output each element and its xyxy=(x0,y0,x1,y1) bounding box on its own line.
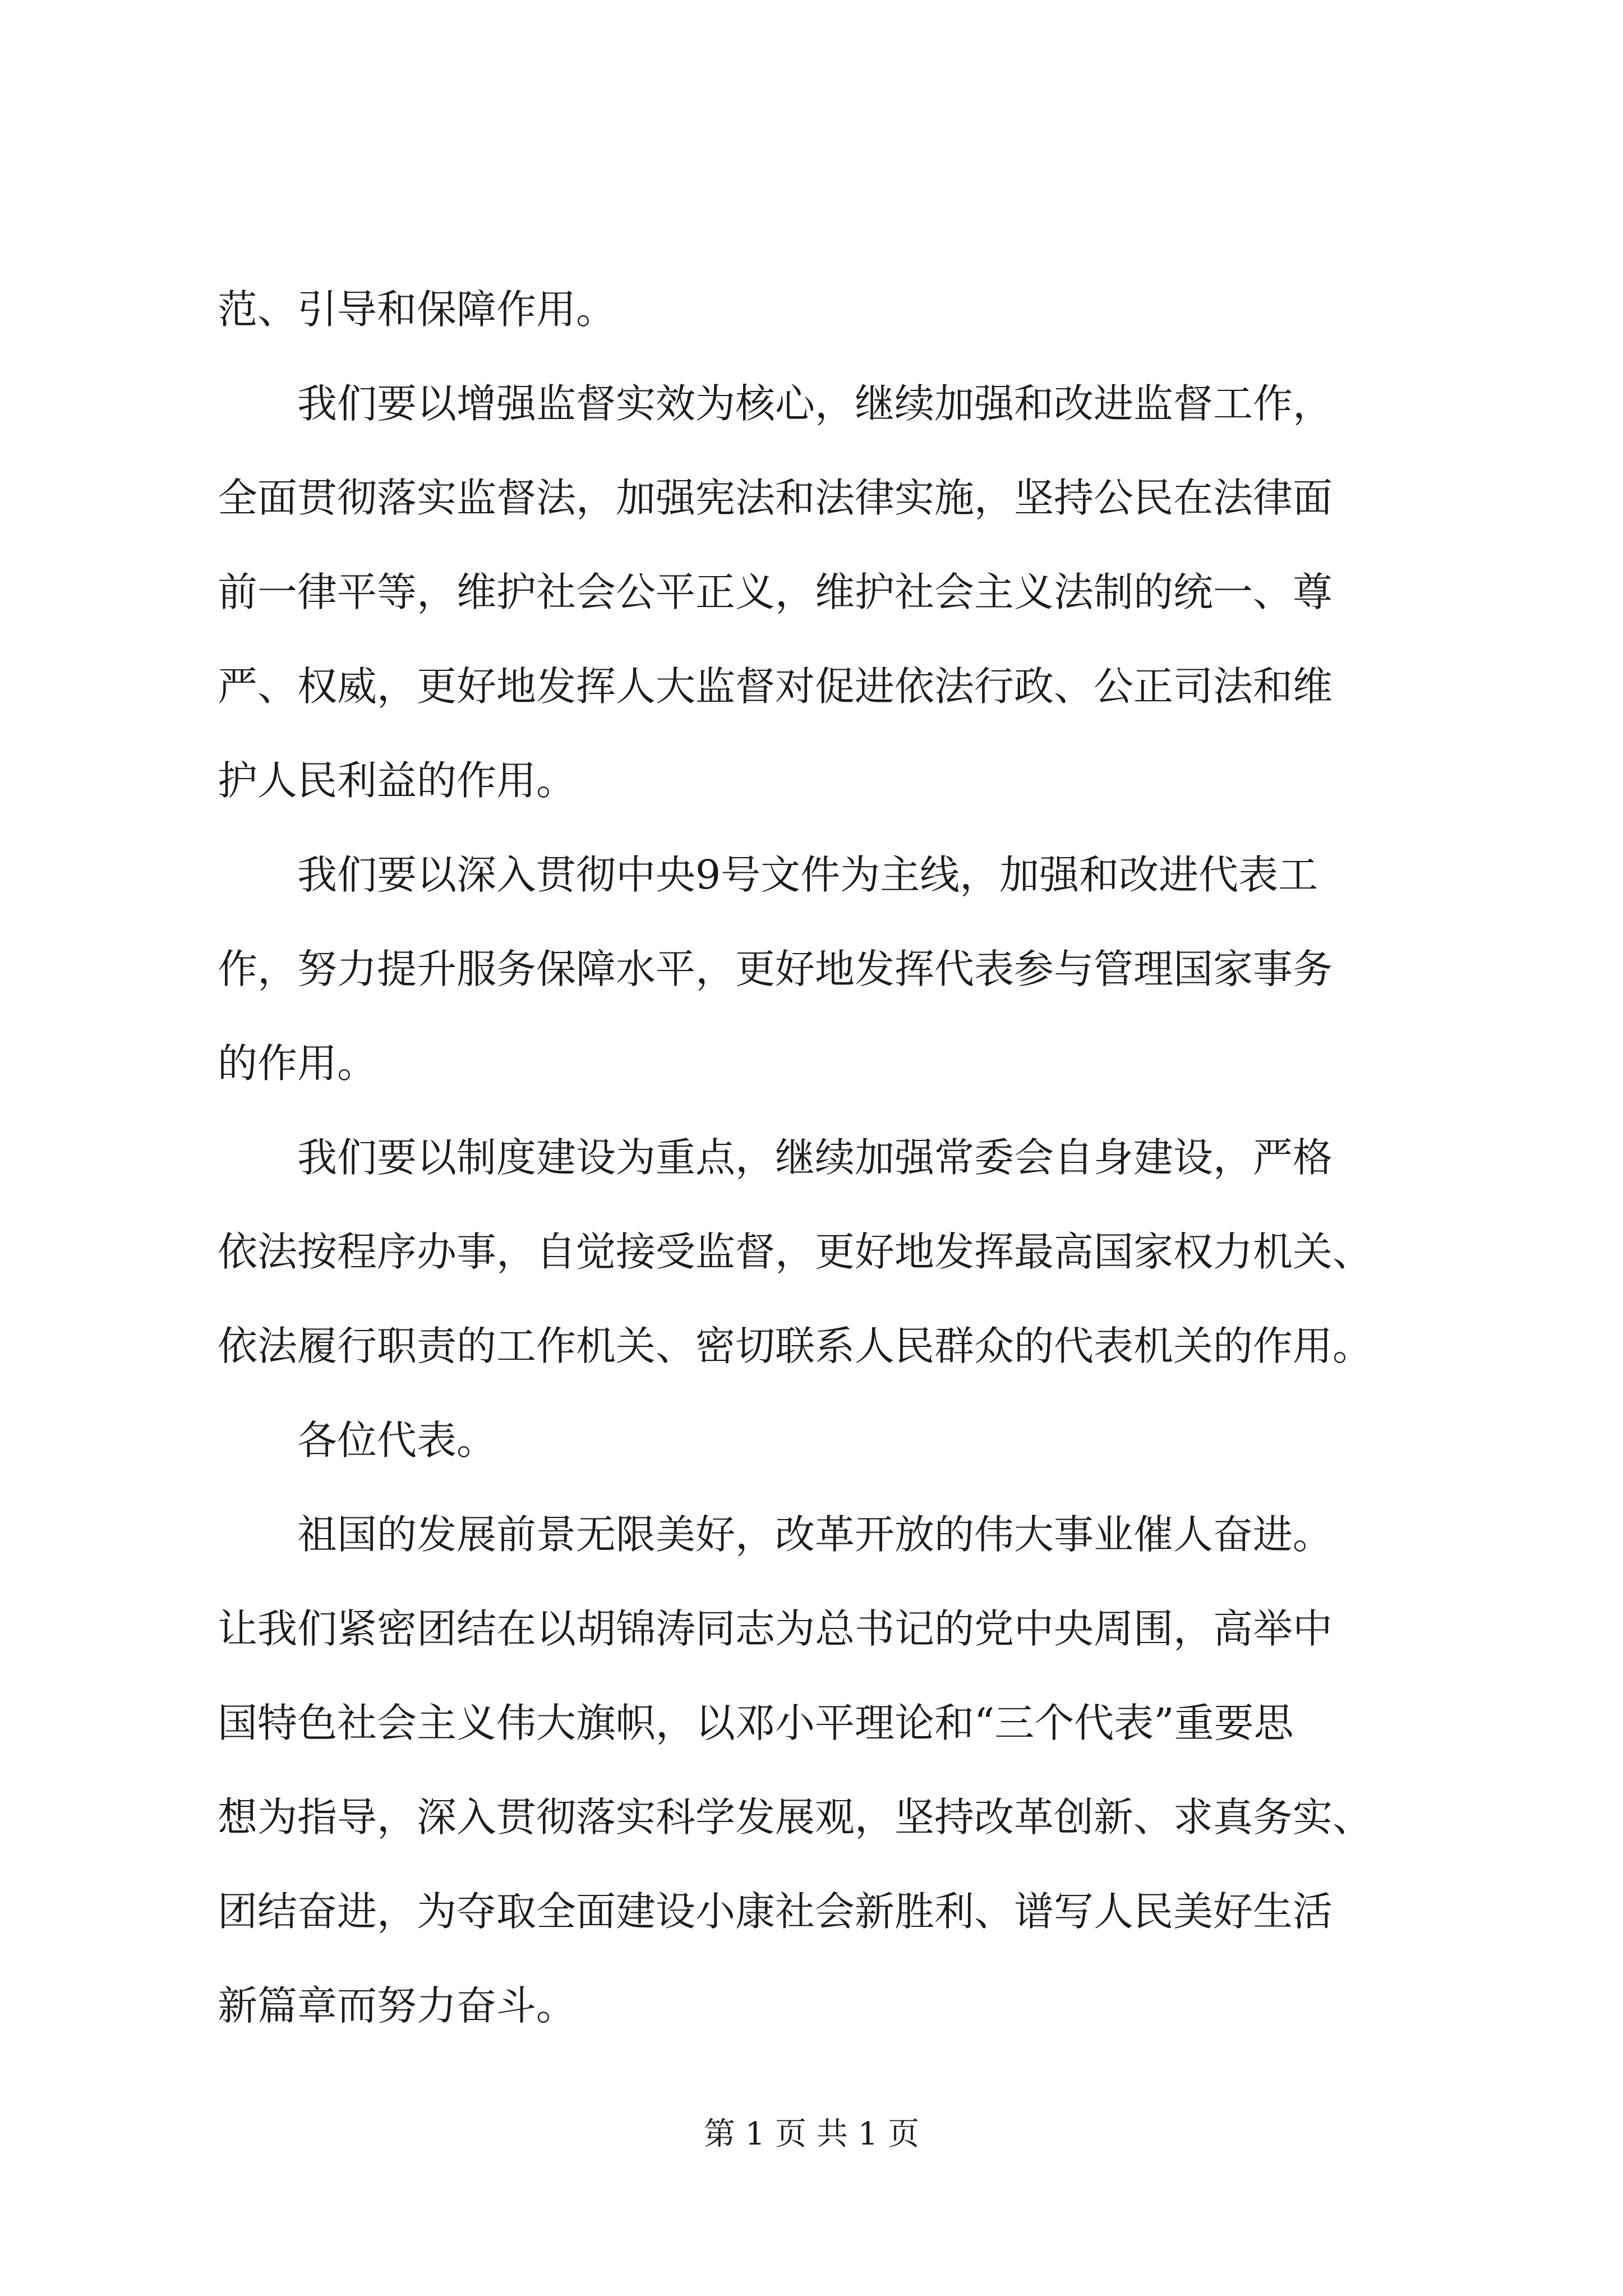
paragraph-2 xyxy=(218,357,1412,828)
text-line: 依法按程序办事，自觉接受监督，更好地发挥最高国家权力机关、 xyxy=(218,1228,1373,1275)
paragraph-1 xyxy=(218,263,1412,357)
text-line: 国特色社会主义伟大旗帜，以邓小平理论和“三个代表”重要思 xyxy=(218,1700,1294,1746)
text-line: 祖国的发展前景无限美好，改革开放的伟大事业催人奋进。 xyxy=(297,1511,1333,1558)
page-number: 第 1 页 共 1 页 xyxy=(703,2116,920,2152)
text-line: 依法履行职责的工作机关、密切联系人民群众的代表机关的作用。 xyxy=(218,1323,1373,1369)
paragraph-3 xyxy=(218,828,1412,1111)
page-footer xyxy=(0,2115,1623,2154)
text-line: 的作用。 xyxy=(218,1040,377,1087)
paragraph-4 xyxy=(218,1111,1412,1393)
text-line: 我们要以深入贯彻中央9号文件为主线，加强和改进代表工 xyxy=(297,852,1318,898)
text-line: 各位代表。 xyxy=(297,1417,497,1464)
text-line: 新篇章而努力奋斗。 xyxy=(218,1982,577,2029)
text-line: 作，努力提升服务保障水平，更好地发挥代表参与管理国家事务 xyxy=(218,946,1333,992)
text-line: 想为指导，深入贯彻落实科学发展观，坚持改革创新、求真务实、 xyxy=(218,1794,1373,1841)
document-body xyxy=(218,263,1412,2053)
text-line: 前一律平等，维护社会公平正义，维护社会主义法制的统一、尊 xyxy=(218,569,1333,615)
text-line: 全面贯彻落实监督法，加强宪法和法律实施，坚持公民在法律面 xyxy=(218,475,1333,521)
text-line: 我们要以制度建设为重点，继续加强常委会自身建设，严格 xyxy=(297,1134,1333,1181)
text-line: 护人民利益的作用。 xyxy=(218,757,577,804)
text-line: 严、权威，更好地发挥人大监督对促进依法行政、公正司法和维 xyxy=(218,663,1333,710)
paragraph-6 xyxy=(218,1488,1412,2053)
text-line: 让我们紧密团结在以胡锦涛同志为总书记的党中央周围，高举中 xyxy=(218,1605,1333,1652)
text-line: 范、引导和保障作用。 xyxy=(218,286,616,333)
text-line: 团结奋进，为夺取全面建设小康社会新胜利、谱写人民美好生活 xyxy=(218,1888,1333,1935)
paragraph-5 xyxy=(218,1393,1412,1488)
text-line: 我们要以增强监督实效为核心，继续加强和改进监督工作， xyxy=(297,380,1333,427)
